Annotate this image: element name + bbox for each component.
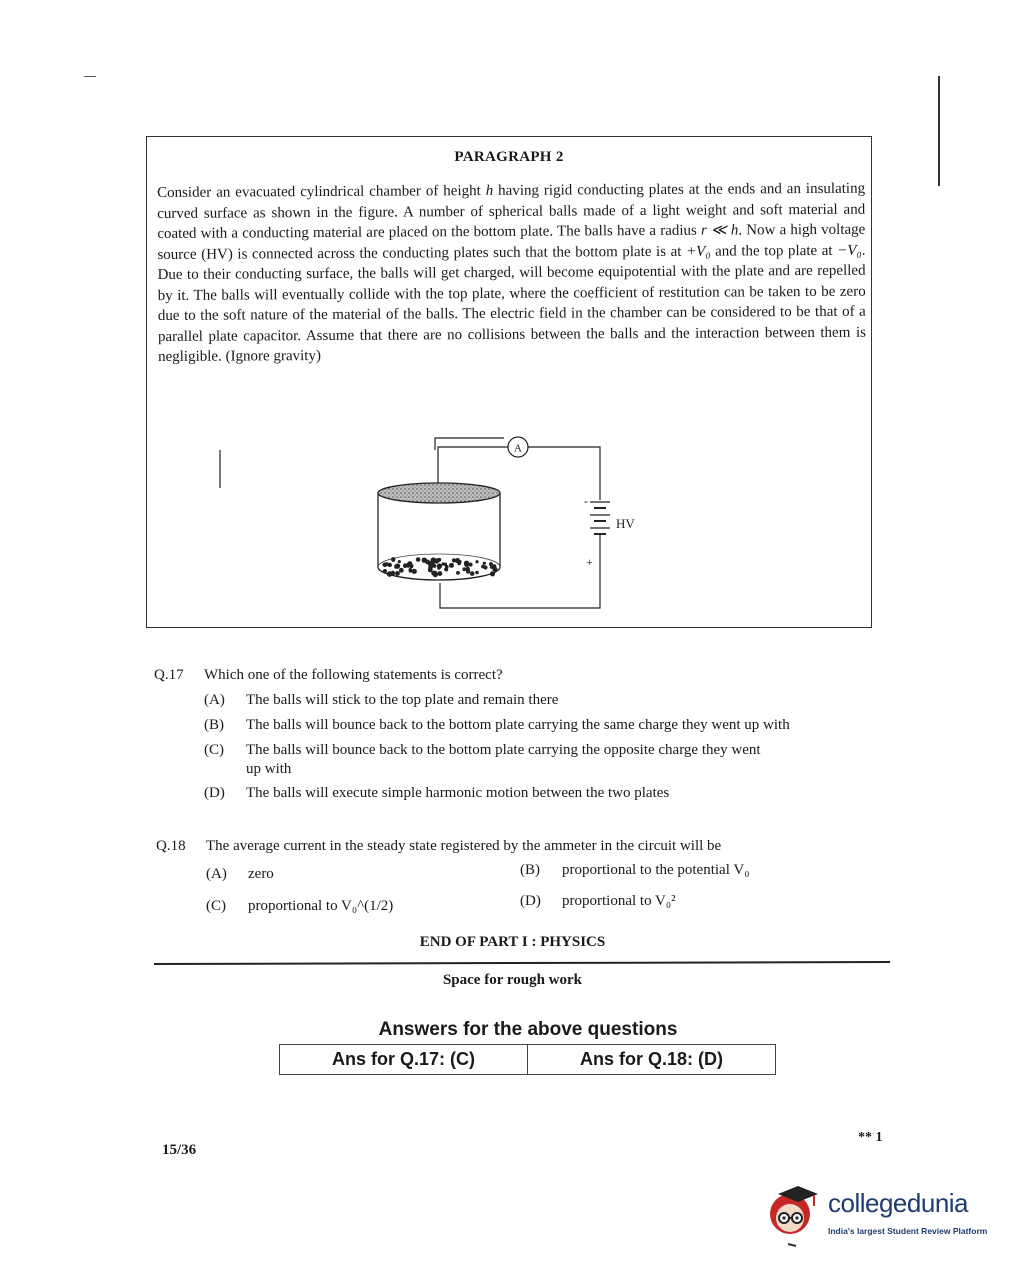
ball bbox=[407, 561, 412, 566]
minus-sign: - bbox=[584, 494, 588, 508]
option-c: (C) proportional to V₀^(1/2) bbox=[206, 898, 394, 914]
question-17 bbox=[154, 665, 894, 805]
answer-q18: Ans for Q.18: (D) bbox=[527, 1045, 775, 1074]
ball bbox=[394, 565, 398, 569]
answers-title: Answers for the above questions bbox=[378, 1019, 678, 1040]
ball bbox=[464, 562, 469, 567]
option-a: (A) zero bbox=[206, 866, 274, 882]
hv-label: HV bbox=[616, 516, 635, 531]
ball bbox=[388, 563, 392, 567]
answers-table bbox=[279, 1044, 776, 1075]
ball bbox=[416, 557, 421, 562]
option-b: (B) The balls will bounce back to the bottom plate carrying the same charge they went up with bbox=[204, 717, 790, 733]
ball bbox=[456, 571, 460, 575]
paragraph-title: PARAGRAPH 2 bbox=[454, 149, 564, 165]
ball bbox=[483, 565, 487, 569]
option-a: (A) The balls will stick to the top plate and remain there bbox=[204, 692, 559, 708]
question-18 bbox=[156, 836, 896, 916]
ball bbox=[489, 562, 493, 566]
answer-q17: Ans for Q.17: (C) bbox=[331, 1049, 475, 1069]
ball bbox=[428, 565, 433, 570]
paragraph-text: Consider an evacuated cylindrical chamber of height h having rigid conducting plates at the ends and an insulating curved surface as shown in the figure. A number of spherical balls made of a light weight and soft material and coated with a conducting material are placed on the bottom plate. The balls have a radius r ≪ h. Now a high voltage source (HV) is connected across the conducting plates such that the bottom plate is at +V₀ and the top plate at −V₀. Due to their conducting surface, the balls will get charged, will become equipotential with the plate and are repelled by it. The balls will eventually collide with the top plate, where the coefficient of restitution can be taken to be zero due to the soft nature of the material of the balls. The electric field in the chamber can be considered to be that of a parallel plate capacitor. Assume that there are no collisions between the balls and the interaction between them is negligible. (Ignore gravity) bbox=[157, 180, 866, 365]
ammeter-label: A bbox=[514, 442, 522, 455]
ball bbox=[483, 562, 486, 565]
option-c-continued: up with bbox=[246, 761, 292, 777]
ball bbox=[383, 563, 388, 568]
ball bbox=[398, 560, 401, 563]
ball bbox=[391, 572, 395, 576]
ball bbox=[444, 567, 448, 571]
divider bbox=[154, 961, 890, 965]
ball bbox=[475, 560, 478, 563]
ball bbox=[438, 571, 443, 576]
ball bbox=[437, 558, 441, 562]
ball bbox=[462, 567, 466, 571]
ball bbox=[466, 569, 470, 573]
option-d: (D) proportional to V₀² bbox=[520, 893, 676, 909]
question-text: Which one of the following statements is correct? bbox=[204, 667, 503, 683]
ball bbox=[470, 571, 475, 576]
ball bbox=[383, 569, 387, 573]
ball bbox=[475, 571, 479, 575]
end-of-part-heading: END OF PART I : PHYSICS bbox=[419, 934, 606, 950]
edge-mark bbox=[84, 76, 96, 77]
option-b: (B) proportional to the potential V₀ bbox=[520, 862, 750, 878]
ball bbox=[412, 569, 417, 574]
ball bbox=[431, 571, 436, 576]
question-number: Q.17 bbox=[154, 667, 184, 683]
plus-sign: + bbox=[586, 555, 593, 569]
rough-work-label: Space for rough work bbox=[442, 972, 583, 988]
ball bbox=[458, 560, 462, 564]
ball bbox=[449, 563, 454, 568]
chamber-circuit-figure bbox=[220, 290, 635, 569]
ball bbox=[425, 560, 430, 565]
edge-mark bbox=[938, 76, 940, 186]
top-plate bbox=[378, 483, 500, 503]
option-d: (D) The balls will execute simple harmonic motion between the two plates bbox=[204, 785, 670, 801]
wire-top bbox=[435, 438, 504, 450]
ball bbox=[399, 568, 404, 573]
logo-wordmark: collegedunia bbox=[828, 1188, 969, 1218]
page-marker: ** 1 bbox=[858, 1130, 883, 1145]
ball bbox=[490, 571, 495, 576]
ball bbox=[442, 562, 445, 565]
ball bbox=[493, 568, 497, 572]
ball bbox=[437, 563, 442, 568]
question-text: The average current in the steady state registered by the ammeter in the circuit will be bbox=[206, 838, 722, 854]
ball bbox=[395, 571, 400, 576]
mascot-icon bbox=[768, 1180, 826, 1250]
question-number: Q.18 bbox=[156, 838, 186, 854]
ball bbox=[392, 558, 396, 562]
page-number: 15/36 bbox=[162, 1142, 197, 1158]
ball bbox=[452, 558, 456, 562]
logo-tagline: India's largest Student Review Platform bbox=[828, 1226, 988, 1236]
ball bbox=[431, 557, 437, 563]
ball bbox=[490, 566, 493, 569]
collegedunia-logo bbox=[768, 1180, 998, 1250]
option-c: (C) The balls will bounce back to the bottom plate carrying the opposite charge they went bbox=[204, 742, 761, 758]
